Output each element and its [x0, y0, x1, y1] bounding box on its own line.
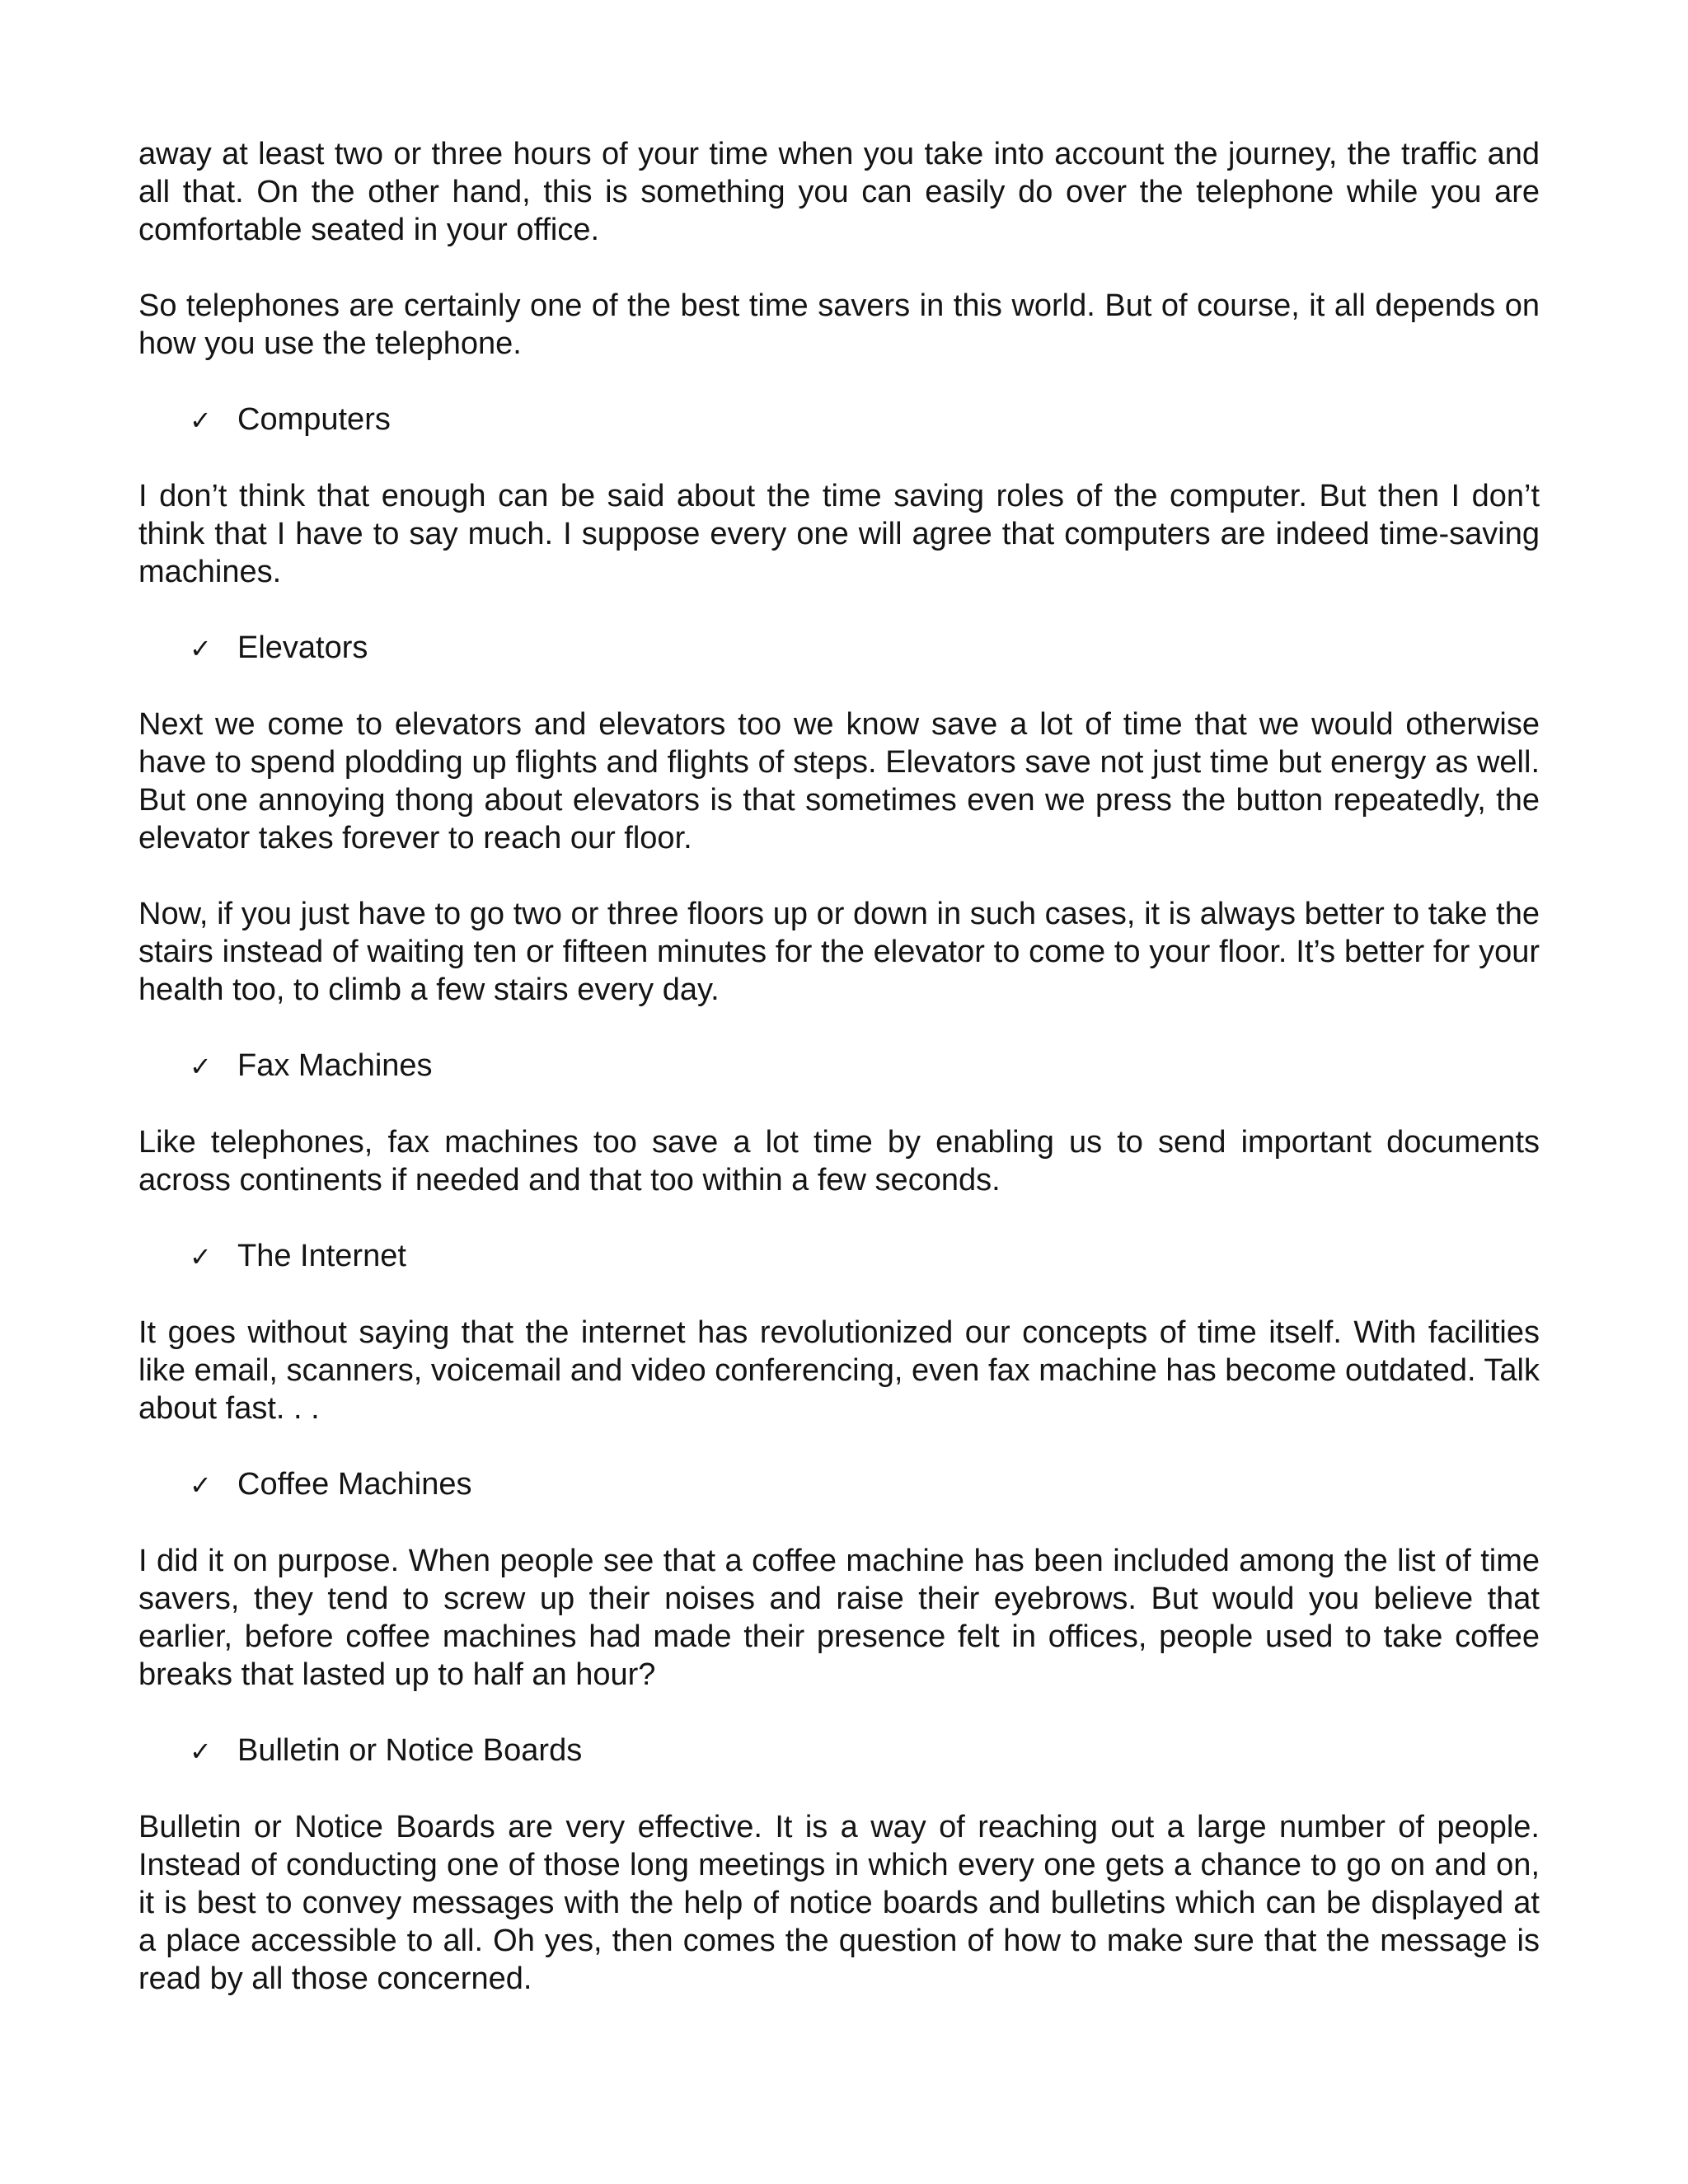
checkmark-icon: ✓	[190, 1051, 212, 1082]
list-item	[138, 401, 1540, 439]
list-item	[138, 1465, 1540, 1504]
document-body	[138, 135, 1540, 1998]
list-item	[138, 1237, 1540, 1276]
checkmark-icon: ✓	[190, 405, 212, 436]
checkmark-icon: ✓	[190, 1736, 212, 1767]
paragraph: Bulletin or Notice Boards are very effective. It is a way of reaching out a large number of people. Instead of conducting one of those long meetings in which every one gets a chance to go on and on, it is best to convey messages with the help of notice boards and bulletins which can be displayed at a place accessible to all. Oh yes, then comes the question of how to make sure that the message is read by all those concerned.	[138, 1810, 1540, 1996]
list-item-label: The Internet	[237, 1239, 406, 1273]
paragraph: So telephones are certainly one of the best time savers in this world. But of course, it all depends on how you use the telephone.	[138, 288, 1540, 361]
list-item	[138, 629, 1540, 668]
paragraph: I did it on purpose. When people see that a coffee machine has been included among the list of time savers, they tend to screw up their noises and raise their eyebrows. But would you believe that earlier, before coffee machines had made their presence felt in offices, people used to take coffee breaks that lasted up to half an hour?	[138, 1544, 1540, 1692]
paragraph: away at least two or three hours of your time when you take into account the journey, the traffic and all that. On the other hand, this is something you can easily do over the telephone while you are comfortable seated in your office.	[138, 137, 1540, 247]
list-item-label: Coffee Machines	[237, 1467, 472, 1502]
checkmark-icon: ✓	[190, 1241, 212, 1272]
list-item-label: Fax Machines	[237, 1048, 433, 1083]
list-item-label: Bulletin or Notice Boards	[237, 1733, 583, 1768]
list-item	[138, 1047, 1540, 1085]
paragraph: Next we come to elevators and elevators too we know save a lot of time that we would otherwise have to spend plodding up flights and flights of steps. Elevators save not just time but energy as well. But one annoying thong about elevators is that sometimes even we press the button repeatedly, the elevator takes forever to reach our floor.	[138, 707, 1540, 855]
paragraph: Like telephones, fax machines too save a lot time by enabling us to send important documents across continents if needed and that too within a few seconds.	[138, 1125, 1540, 1197]
checkmark-icon: ✓	[190, 1469, 212, 1501]
checkmark-icon: ✓	[190, 633, 212, 664]
paragraph: I don’t think that enough can be said about the time saving roles of the computer. But then I don’t think that I have to say much. I suppose every one will agree that computers are indeed time-saving machines.	[138, 479, 1540, 589]
paragraph: Now, if you just have to go two or three floors up or down in such cases, it is always better to take the stairs instead of waiting ten or fifteen minutes for the elevator to come to your floor. It’s better for your health too, to climb a few stairs every day.	[138, 897, 1540, 1007]
list-item-label: Computers	[237, 402, 391, 437]
list-item	[138, 1732, 1540, 1770]
list-item-label: Elevators	[237, 630, 368, 665]
paragraph: It goes without saying that the internet has revolutionized our concepts of time itself. With facilities like email, scanners, voicemail and video conferencing, even fax machine has become outdated. Talk about fast. . .	[138, 1315, 1540, 1426]
